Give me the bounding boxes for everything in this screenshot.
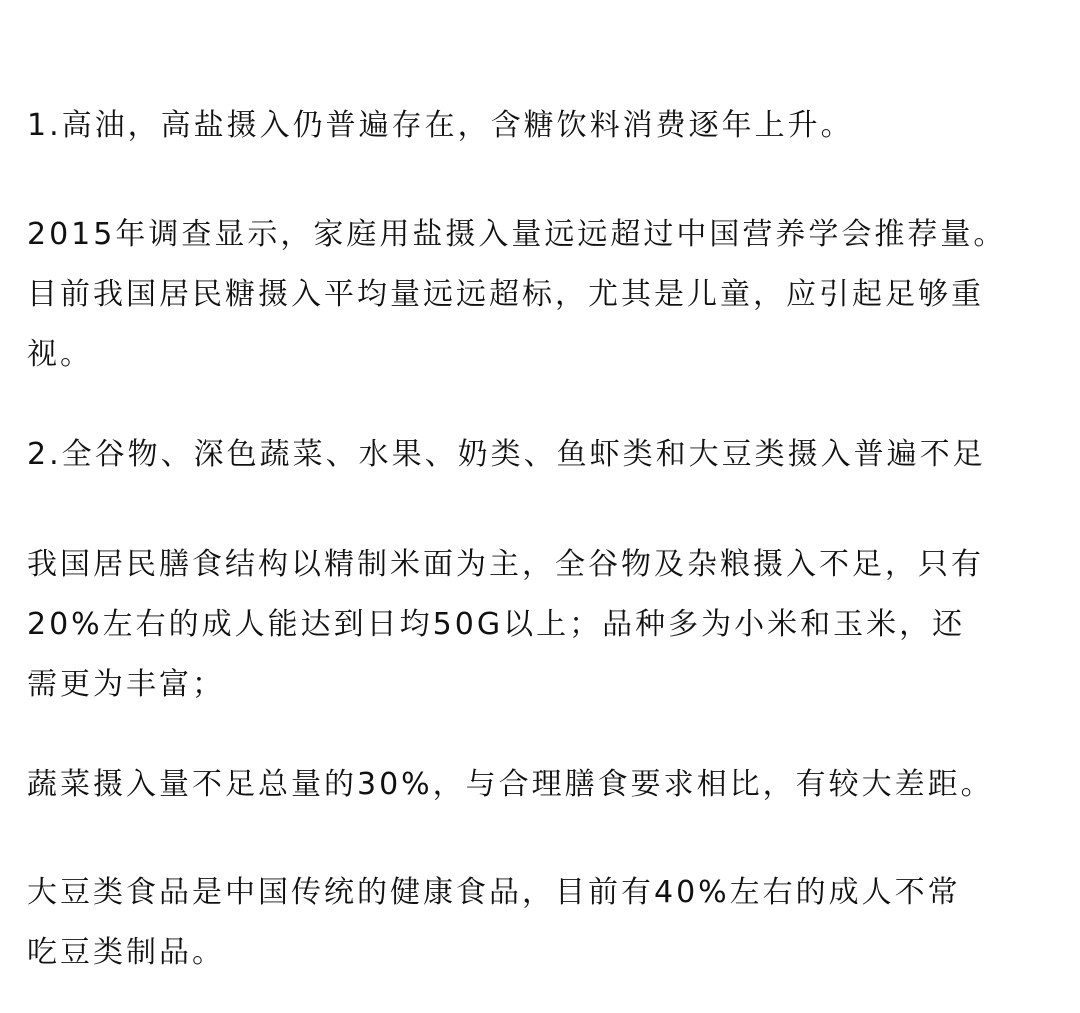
text-line: 视。 [27,337,93,372]
point-2-heading [27,437,986,472]
text-line: 蔬菜摄入量不足总量的30%，与合理膳食要求相比，有较大差距。 [27,767,994,802]
text-line: 我国居民膳食结构以精制米面为主，全谷物及杂粮摄入不足，只有 [27,547,984,582]
text-line: 2.全谷物、深色蔬菜、水果、奶类、鱼虾类和大豆类摄入普遍不足 [27,437,986,472]
text-line: 20%左右的成人能达到日均50G以上；品种多为小米和玉米，还 [27,607,966,642]
point-1-heading [27,108,854,143]
vegetables-paragraph [27,767,994,802]
text-line: 1.高油，高盐摄入仍普遍存在，含糖饮料消费逐年上升。 [27,108,854,143]
text-line: 2015年调查显示，家庭用盐摄入量远远超过中国营养学会推荐量。 [27,217,1007,252]
text-line: 目前我国居民糖摄入平均量远远超标，尤其是儿童，应引起足够重 [27,277,984,312]
soy-paragraph [27,875,961,970]
grains-paragraph [27,547,984,702]
text-line: 大豆类食品是中国传统的健康食品，目前有40%左右的成人不常 [27,875,961,910]
text-line: 需更为丰富； [27,667,225,702]
salt-sugar-paragraph [27,217,1007,372]
text-line: 吃豆类制品。 [27,935,225,970]
